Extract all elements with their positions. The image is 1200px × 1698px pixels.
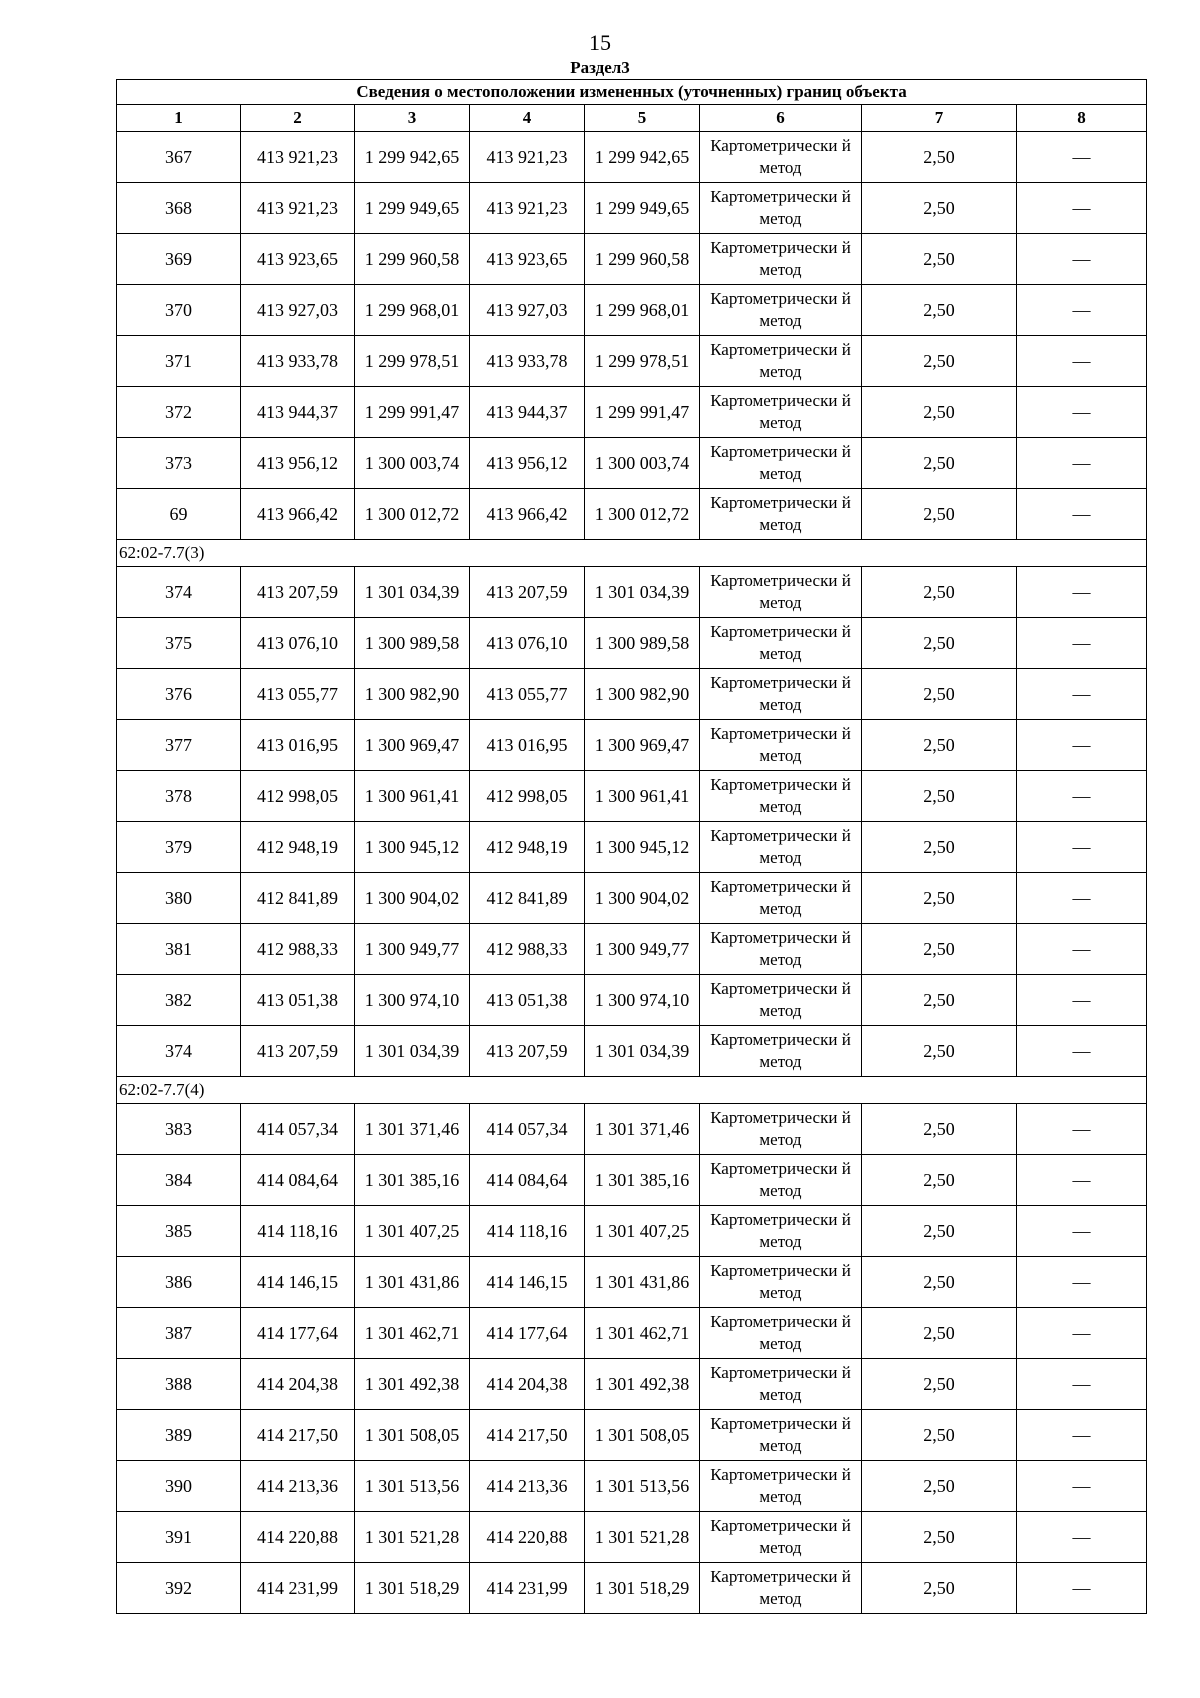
description-cell [1017,771,1147,822]
y-refined-cell: 1 301 521,28 [585,1512,700,1563]
accuracy-cell: 2,50 [862,1104,1017,1155]
description-cell [1017,336,1147,387]
point-number-cell: 378 [117,771,241,822]
table-row [117,1410,1147,1461]
dash-mark: — [1072,503,1091,524]
accuracy-cell: 2,50 [862,1512,1017,1563]
description-cell [1017,132,1147,183]
table-row [117,771,1147,822]
x-existing-cell: 413 055,77 [241,669,355,720]
description-cell [1017,489,1147,540]
x-existing-cell: 413 016,95 [241,720,355,771]
column-number: 7 [862,105,1017,132]
x-existing-cell: 413 933,78 [241,336,355,387]
accuracy-cell: 2,50 [862,1155,1017,1206]
dash-mark: — [1072,1526,1091,1547]
y-existing-cell: 1 300 969,47 [355,720,470,771]
accuracy-cell: 2,50 [862,1206,1017,1257]
description-cell [1017,183,1147,234]
point-number-cell: 386 [117,1257,241,1308]
point-number-cell: 375 [117,618,241,669]
table-row [117,924,1147,975]
accuracy-cell: 2,50 [862,1026,1017,1077]
point-number-cell: 69 [117,489,241,540]
y-refined-cell: 1 301 431,86 [585,1257,700,1308]
method-cell: Картометрически й метод [700,489,862,540]
dash-mark: — [1072,299,1091,320]
column-number: 4 [470,105,585,132]
table-row [117,285,1147,336]
y-refined-cell: 1 301 034,39 [585,1026,700,1077]
dash-mark: — [1072,1475,1091,1496]
y-refined-cell: 1 301 513,56 [585,1461,700,1512]
accuracy-cell: 2,50 [862,771,1017,822]
description-cell [1017,1563,1147,1614]
dash-mark: — [1072,350,1091,371]
y-existing-cell: 1 300 945,12 [355,822,470,873]
point-number-cell: 376 [117,669,241,720]
table-caption-row [117,80,1147,105]
y-refined-cell: 1 301 492,38 [585,1359,700,1410]
x-refined-cell: 413 016,95 [470,720,585,771]
method-cell: Картометрически й метод [700,1026,862,1077]
x-refined-cell: 413 921,23 [470,132,585,183]
point-number-cell: 374 [117,1026,241,1077]
method-cell: Картометрически й метод [700,1104,862,1155]
x-refined-cell: 414 177,64 [470,1308,585,1359]
dash-mark: — [1072,887,1091,908]
accuracy-cell: 2,50 [862,1563,1017,1614]
dash-mark: — [1072,452,1091,473]
dash-mark: — [1072,1118,1091,1139]
x-existing-cell: 413 207,59 [241,1026,355,1077]
y-existing-cell: 1 301 034,39 [355,567,470,618]
table-row [117,234,1147,285]
point-number-cell: 368 [117,183,241,234]
x-existing-cell: 413 923,65 [241,234,355,285]
y-existing-cell: 1 300 989,58 [355,618,470,669]
accuracy-cell: 2,50 [862,1461,1017,1512]
dash-mark: — [1072,581,1091,602]
y-existing-cell: 1 300 003,74 [355,438,470,489]
column-number: 6 [700,105,862,132]
point-number-cell: 392 [117,1563,241,1614]
description-cell [1017,618,1147,669]
x-existing-cell: 412 988,33 [241,924,355,975]
accuracy-cell: 2,50 [862,387,1017,438]
y-existing-cell: 1 301 371,46 [355,1104,470,1155]
y-existing-cell: 1 301 034,39 [355,1026,470,1077]
table-row [117,336,1147,387]
group-label: 62:02-7.7(3) [117,540,1147,567]
dash-mark: — [1072,734,1091,755]
accuracy-cell: 2,50 [862,183,1017,234]
y-existing-cell: 1 301 385,16 [355,1155,470,1206]
dash-mark: — [1072,632,1091,653]
description-cell [1017,567,1147,618]
dash-mark: — [1072,1373,1091,1394]
y-existing-cell: 1 300 904,02 [355,873,470,924]
x-existing-cell: 414 217,50 [241,1410,355,1461]
table-row [117,1104,1147,1155]
y-refined-cell: 1 299 960,58 [585,234,700,285]
y-existing-cell: 1 300 961,41 [355,771,470,822]
description-cell [1017,669,1147,720]
x-refined-cell: 413 921,23 [470,183,585,234]
y-existing-cell: 1 299 942,65 [355,132,470,183]
x-existing-cell: 412 841,89 [241,873,355,924]
y-existing-cell: 1 301 513,56 [355,1461,470,1512]
description-cell [1017,1155,1147,1206]
y-refined-cell: 1 300 949,77 [585,924,700,975]
point-number-cell: 370 [117,285,241,336]
y-refined-cell: 1 301 385,16 [585,1155,700,1206]
y-existing-cell: 1 300 949,77 [355,924,470,975]
y-existing-cell: 1 301 407,25 [355,1206,470,1257]
x-refined-cell: 413 076,10 [470,618,585,669]
point-number-cell: 380 [117,873,241,924]
y-existing-cell: 1 301 462,71 [355,1308,470,1359]
group-header-row [117,1077,1147,1104]
point-number-cell: 391 [117,1512,241,1563]
dash-mark: — [1072,683,1091,704]
x-existing-cell: 414 177,64 [241,1308,355,1359]
method-cell: Картометрически й метод [700,618,862,669]
description-cell [1017,1512,1147,1563]
method-cell: Картометрически й метод [700,1206,862,1257]
method-cell: Картометрически й метод [700,1308,862,1359]
x-existing-cell: 414 204,38 [241,1359,355,1410]
dash-mark: — [1072,785,1091,806]
table-row [117,1563,1147,1614]
method-cell: Картометрически й метод [700,336,862,387]
x-refined-cell: 413 923,65 [470,234,585,285]
x-existing-cell: 413 921,23 [241,132,355,183]
method-cell: Картометрически й метод [700,1461,862,1512]
method-cell: Картометрически й метод [700,1257,862,1308]
point-number-cell: 388 [117,1359,241,1410]
description-cell [1017,924,1147,975]
x-refined-cell: 414 213,36 [470,1461,585,1512]
table-caption: Сведения о местоположении измененных (уточненных) границ объекта [117,80,1147,105]
accuracy-cell: 2,50 [862,438,1017,489]
accuracy-cell: 2,50 [862,567,1017,618]
accuracy-cell: 2,50 [862,234,1017,285]
description-cell [1017,1257,1147,1308]
description-cell [1017,1206,1147,1257]
point-number-cell: 379 [117,822,241,873]
dash-mark: — [1072,401,1091,422]
x-refined-cell: 414 204,38 [470,1359,585,1410]
section-title: Раздел3 [570,58,630,77]
dash-mark: — [1072,146,1091,167]
table-row [117,720,1147,771]
y-refined-cell: 1 299 949,65 [585,183,700,234]
method-cell: Картометрически й метод [700,132,862,183]
table-row [117,1026,1147,1077]
y-refined-cell: 1 300 003,74 [585,438,700,489]
y-refined-cell: 1 301 407,25 [585,1206,700,1257]
method-cell: Картометрически й метод [700,387,862,438]
description-cell [1017,438,1147,489]
accuracy-cell: 2,50 [862,1257,1017,1308]
method-cell: Картометрически й метод [700,873,862,924]
point-number-cell: 387 [117,1308,241,1359]
table-row [117,975,1147,1026]
table-row [117,1461,1147,1512]
accuracy-cell: 2,50 [862,924,1017,975]
accuracy-cell: 2,50 [862,975,1017,1026]
table-row [117,822,1147,873]
table-row [117,618,1147,669]
point-number-cell: 369 [117,234,241,285]
accuracy-cell: 2,50 [862,285,1017,336]
y-refined-cell: 1 300 961,41 [585,771,700,822]
y-refined-cell: 1 300 989,58 [585,618,700,669]
x-existing-cell: 413 927,03 [241,285,355,336]
x-refined-cell: 412 948,19 [470,822,585,873]
y-refined-cell: 1 299 942,65 [585,132,700,183]
column-number: 5 [585,105,700,132]
x-refined-cell: 414 084,64 [470,1155,585,1206]
x-refined-cell: 413 944,37 [470,387,585,438]
y-existing-cell: 1 301 431,86 [355,1257,470,1308]
point-number-cell: 384 [117,1155,241,1206]
y-existing-cell: 1 301 508,05 [355,1410,470,1461]
x-existing-cell: 414 231,99 [241,1563,355,1614]
x-existing-cell: 412 948,19 [241,822,355,873]
y-refined-cell: 1 300 974,10 [585,975,700,1026]
x-refined-cell: 413 927,03 [470,285,585,336]
description-cell [1017,975,1147,1026]
y-existing-cell: 1 300 974,10 [355,975,470,1026]
table-row [117,387,1147,438]
accuracy-cell: 2,50 [862,489,1017,540]
method-cell: Картометрически й метод [700,1359,862,1410]
accuracy-cell: 2,50 [862,1308,1017,1359]
x-refined-cell: 413 933,78 [470,336,585,387]
x-refined-cell: 413 207,59 [470,567,585,618]
point-number-cell: 383 [117,1104,241,1155]
description-cell [1017,1359,1147,1410]
point-number-cell: 381 [117,924,241,975]
dash-mark: — [1072,1169,1091,1190]
point-number-cell: 374 [117,567,241,618]
method-cell: Картометрически й метод [700,1155,862,1206]
accuracy-cell: 2,50 [862,669,1017,720]
x-refined-cell: 413 055,77 [470,669,585,720]
method-cell: Картометрически й метод [700,285,862,336]
accuracy-cell: 2,50 [862,1359,1017,1410]
description-cell [1017,1410,1147,1461]
accuracy-cell: 2,50 [862,822,1017,873]
y-existing-cell: 1 300 982,90 [355,669,470,720]
accuracy-cell: 2,50 [862,618,1017,669]
table-row [117,489,1147,540]
table-row [117,1257,1147,1308]
table-row [117,1512,1147,1563]
x-refined-cell: 413 966,42 [470,489,585,540]
dash-mark: — [1072,1040,1091,1061]
x-refined-cell: 413 956,12 [470,438,585,489]
y-existing-cell: 1 299 949,65 [355,183,470,234]
column-number-row [117,105,1147,132]
description-cell [1017,285,1147,336]
x-existing-cell: 413 076,10 [241,618,355,669]
y-refined-cell: 1 301 034,39 [585,567,700,618]
x-existing-cell: 413 921,23 [241,183,355,234]
point-number-cell: 389 [117,1410,241,1461]
y-existing-cell: 1 301 518,29 [355,1563,470,1614]
point-number-cell: 390 [117,1461,241,1512]
x-refined-cell: 412 988,33 [470,924,585,975]
y-refined-cell: 1 300 012,72 [585,489,700,540]
y-refined-cell: 1 301 508,05 [585,1410,700,1461]
y-refined-cell: 1 299 968,01 [585,285,700,336]
y-refined-cell: 1 301 518,29 [585,1563,700,1614]
accuracy-cell: 2,50 [862,873,1017,924]
method-cell: Картометрически й метод [700,1512,862,1563]
accuracy-cell: 2,50 [862,336,1017,387]
y-refined-cell: 1 300 982,90 [585,669,700,720]
method-cell: Картометрически й метод [700,924,862,975]
accuracy-cell: 2,50 [862,720,1017,771]
column-number: 2 [241,105,355,132]
y-existing-cell: 1 301 521,28 [355,1512,470,1563]
x-refined-cell: 412 841,89 [470,873,585,924]
method-cell: Картометрически й метод [700,771,862,822]
dash-mark: — [1072,938,1091,959]
x-existing-cell: 412 998,05 [241,771,355,822]
x-existing-cell: 414 146,15 [241,1257,355,1308]
x-refined-cell: 413 207,59 [470,1026,585,1077]
table-row [117,132,1147,183]
x-refined-cell: 414 217,50 [470,1410,585,1461]
table-row [117,183,1147,234]
x-existing-cell: 413 966,42 [241,489,355,540]
description-cell [1017,1104,1147,1155]
accuracy-cell: 2,50 [862,1410,1017,1461]
y-refined-cell: 1 299 991,47 [585,387,700,438]
x-refined-cell: 414 057,34 [470,1104,585,1155]
accuracy-cell: 2,50 [862,132,1017,183]
x-refined-cell: 413 051,38 [470,975,585,1026]
x-existing-cell: 413 051,38 [241,975,355,1026]
y-refined-cell: 1 300 969,47 [585,720,700,771]
point-number-cell: 385 [117,1206,241,1257]
point-number-cell: 371 [117,336,241,387]
method-cell: Картометрически й метод [700,234,862,285]
x-existing-cell: 413 207,59 [241,567,355,618]
column-number: 8 [1017,105,1147,132]
y-refined-cell: 1 301 371,46 [585,1104,700,1155]
dash-mark: — [1072,197,1091,218]
table-row [117,1308,1147,1359]
y-refined-cell: 1 300 945,12 [585,822,700,873]
table-row [117,567,1147,618]
method-cell: Картометрически й метод [700,183,862,234]
x-existing-cell: 414 057,34 [241,1104,355,1155]
table-row [117,1206,1147,1257]
description-cell [1017,387,1147,438]
dash-mark: — [1072,248,1091,269]
point-number-cell: 382 [117,975,241,1026]
x-existing-cell: 414 118,16 [241,1206,355,1257]
x-refined-cell: 414 118,16 [470,1206,585,1257]
method-cell: Картометрически й метод [700,822,862,873]
description-cell [1017,234,1147,285]
table-row [117,1155,1147,1206]
dash-mark: — [1072,1220,1091,1241]
column-number: 1 [117,105,241,132]
x-existing-cell: 414 084,64 [241,1155,355,1206]
method-cell: Картометрически й метод [700,669,862,720]
y-existing-cell: 1 299 978,51 [355,336,470,387]
table-row [117,669,1147,720]
x-refined-cell: 414 146,15 [470,1257,585,1308]
point-number-cell: 373 [117,438,241,489]
description-cell [1017,873,1147,924]
y-existing-cell: 1 299 991,47 [355,387,470,438]
table-row [117,438,1147,489]
y-existing-cell: 1 299 968,01 [355,285,470,336]
point-number-cell: 377 [117,720,241,771]
group-label: 62:02-7.7(4) [117,1077,1147,1104]
x-refined-cell: 414 220,88 [470,1512,585,1563]
dash-mark: — [1072,1577,1091,1598]
description-cell [1017,822,1147,873]
page-number: 15 [589,30,611,55]
y-existing-cell: 1 300 012,72 [355,489,470,540]
x-refined-cell: 412 998,05 [470,771,585,822]
x-existing-cell: 413 956,12 [241,438,355,489]
y-existing-cell: 1 301 492,38 [355,1359,470,1410]
dash-mark: — [1072,989,1091,1010]
dash-mark: — [1072,1424,1091,1445]
column-number: 3 [355,105,470,132]
description-cell [1017,720,1147,771]
description-cell [1017,1461,1147,1512]
method-cell: Картометрически й метод [700,975,862,1026]
description-cell [1017,1026,1147,1077]
point-number-cell: 367 [117,132,241,183]
x-existing-cell: 413 944,37 [241,387,355,438]
group-header-row [117,540,1147,567]
x-refined-cell: 414 231,99 [470,1563,585,1614]
description-cell [1017,1308,1147,1359]
dash-mark: — [1072,1271,1091,1292]
dash-mark: — [1072,836,1091,857]
method-cell: Картометрически й метод [700,567,862,618]
method-cell: Картометрически й метод [700,1563,862,1614]
x-existing-cell: 414 213,36 [241,1461,355,1512]
table-row [117,873,1147,924]
method-cell: Картометрически й метод [700,1410,862,1461]
method-cell: Картометрически й метод [700,438,862,489]
x-existing-cell: 414 220,88 [241,1512,355,1563]
boundary-coordinates-table [116,79,1147,1614]
y-refined-cell: 1 299 978,51 [585,336,700,387]
point-number-cell: 372 [117,387,241,438]
method-cell: Картометрически й метод [700,720,862,771]
dash-mark: — [1072,1322,1091,1343]
table-row [117,1359,1147,1410]
y-refined-cell: 1 300 904,02 [585,873,700,924]
y-existing-cell: 1 299 960,58 [355,234,470,285]
y-refined-cell: 1 301 462,71 [585,1308,700,1359]
